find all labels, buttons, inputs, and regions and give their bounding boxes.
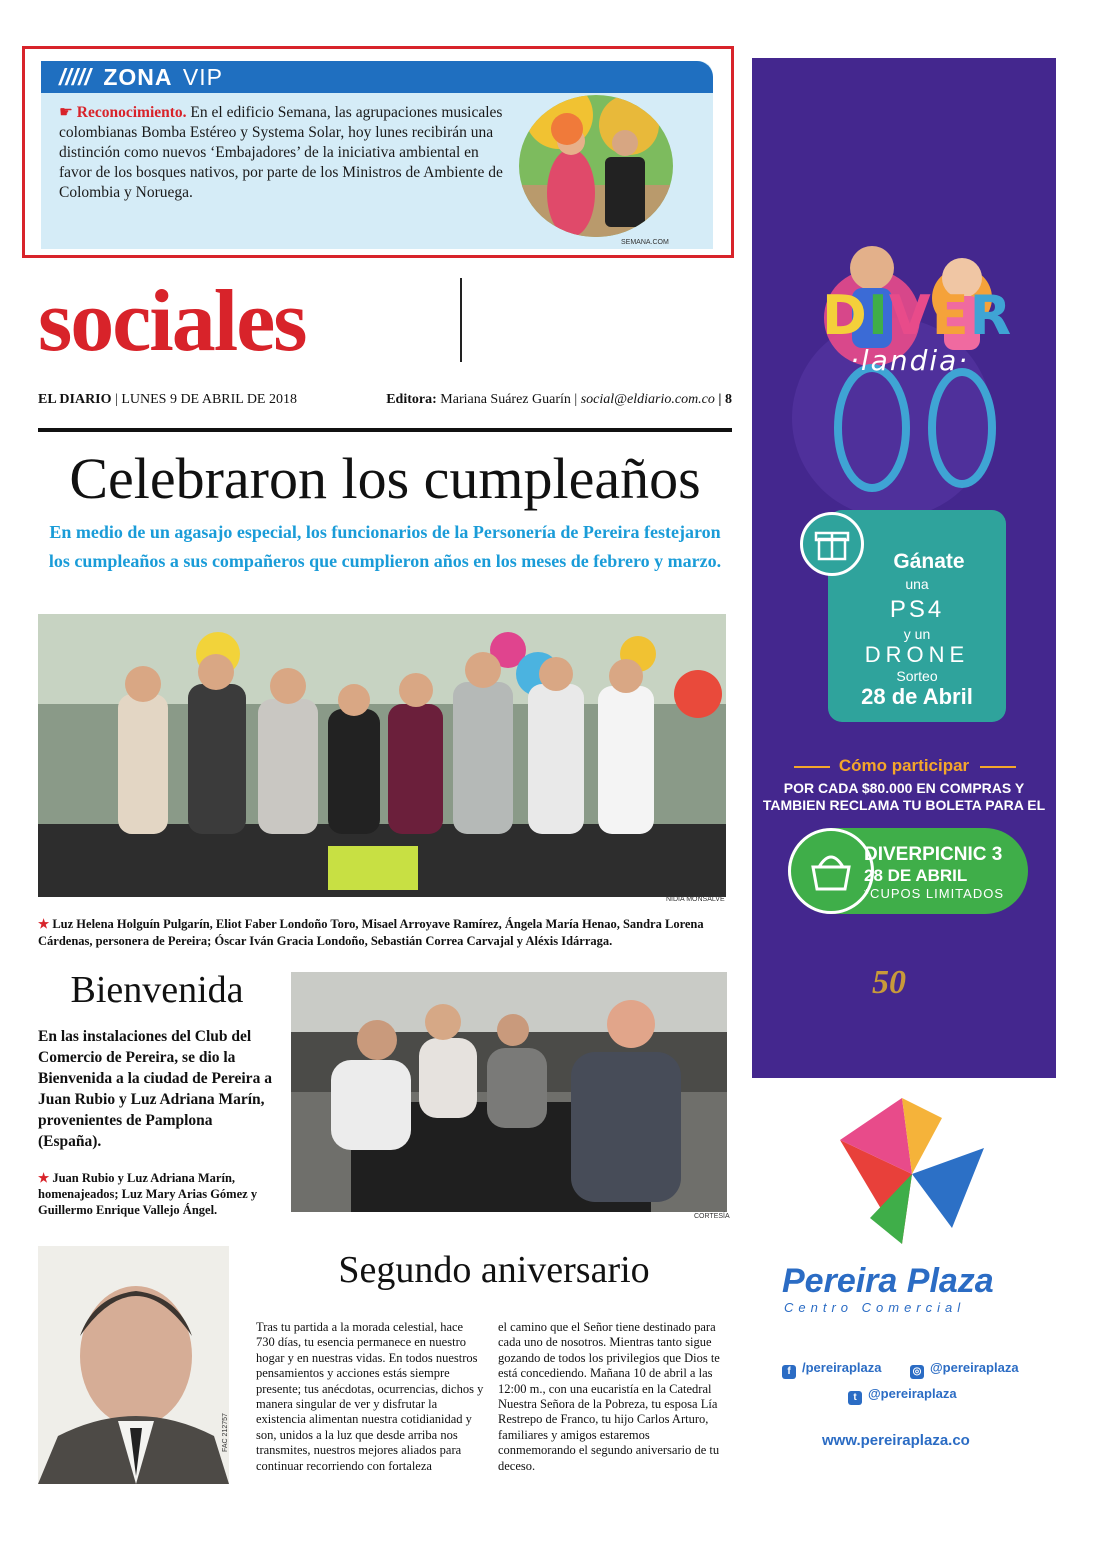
facebook-link[interactable]: f /pereiraplaza	[782, 1360, 882, 1379]
how-to-title: Cómo participar	[838, 756, 970, 775]
picnic-note: *CUPOS LIMITADOS	[864, 886, 1005, 901]
star-icon: ★	[38, 1171, 50, 1185]
page-number: | 8	[718, 392, 732, 407]
story-title: Segundo aniversario	[338, 1249, 650, 1291]
picnic-title: DIVERPICNIC 3	[864, 844, 1003, 865]
photo-credit: NIDIA MONSALVE	[666, 896, 725, 903]
prize-drone: DRONE	[864, 642, 970, 667]
facebook-icon: f	[782, 1365, 796, 1379]
star-icon: ★	[38, 917, 50, 931]
prize-una: una	[905, 576, 929, 592]
instagram-icon: ◎	[910, 1365, 924, 1379]
prize-date: 28 de Abril	[861, 684, 973, 709]
section-title: sociales	[38, 273, 306, 370]
divider	[980, 766, 1016, 768]
twitter-link[interactable]: t @pereiraplaza	[848, 1386, 957, 1405]
vip-label: VIP	[182, 64, 223, 90]
website-link[interactable]: www.pereiraplaza.co	[822, 1432, 970, 1449]
zona-label: ZONA	[103, 64, 173, 90]
group-photo	[38, 614, 726, 897]
photo-caption	[38, 1170, 278, 1218]
story-title: Bienvenida	[70, 969, 244, 1011]
prize-sorteo: Sorteo	[896, 668, 938, 684]
vip-lead: Reconocimiento.	[76, 104, 187, 121]
prize-yun: y un	[903, 626, 931, 642]
diver-logo: DIVER	[822, 284, 1013, 347]
vip-body: En el edificio Semana, las agrupaciones musicales colombianas Bomba Estéreo y Systema Solar, hoy lunes recibirán una distinción como nuevos ‘Embajadores’ de la iniciativa ambiental en favor de los bosques nativos, por parte de los Ministros de Ambiente de Colombia y Noruega.	[59, 104, 503, 201]
picnic-badge	[788, 828, 1028, 914]
story-column-2: el camino que el Señor tiene destinado para cada uno de nosotros. Mientras tanto sigue gozando de todos los privilegios que Dios te está concediendo. Mañana 10 de abril a las 12:00 m., con una eucaristía en la Catedral Nuestra Señora de la Pobreza, tu esposa Lía Restrepo de Franco, tu hijo Carlos Arturo, familiares y amigos estaremos conmemorando el segundo aniversario de tu deceso.	[498, 1320, 720, 1473]
memorial-portrait	[38, 1246, 229, 1484]
story-text: En las instalaciones del Club del Comercio de Pereira, se dio la Bienvenida a la ciudad de Pereira a Juan Rubio y Luz Adriana Marín, provenientes de Pamplona (España).	[38, 1028, 272, 1150]
photo-caption	[38, 916, 732, 950]
issue-date: | LUNES 9 DE ABRIL DE 2018	[115, 392, 297, 407]
deck: En medio de un agasajo especial, los funcionarios de la Personería de Pereira festejaron los cumpleaños a sus compañeros que cumplieron años en los meses de febrero y marzo.	[48, 522, 722, 571]
twitter-icon: t	[848, 1391, 862, 1405]
photo-credit: SEMANA.COM	[621, 239, 669, 246]
picnic-date: 28 DE ABRIL	[864, 866, 968, 885]
prize-title: Gánate	[893, 550, 965, 573]
advertisement	[752, 58, 1056, 1078]
zona-vip-header	[41, 61, 713, 93]
editor-email: social@eldiario.com.co	[580, 392, 715, 407]
mall-ad	[752, 1078, 1056, 1518]
slashes: /////	[59, 64, 91, 90]
gift-icon	[800, 512, 864, 576]
pointing-hand-icon: ☛	[59, 104, 73, 121]
editor-name: Mariana Suárez Guarín |	[440, 392, 578, 407]
ad-code: FAC 212757	[222, 1413, 229, 1452]
vip-text	[59, 103, 511, 203]
zona-vip-box	[22, 46, 734, 258]
anniversary-logo: 50	[872, 964, 906, 1001]
instagram-link[interactable]: ◎ @pereiraplaza	[910, 1360, 1019, 1379]
divider	[460, 278, 462, 362]
vip-photo	[519, 95, 673, 237]
landia-logo: ·landia·	[850, 344, 970, 377]
pereira-plaza-logo-icon	[752, 1078, 1056, 1258]
editor-label: Editora:	[386, 392, 437, 407]
caption-text: Luz Helena Holguín Pulgarín, Eliot Faber Londoño Toro, Misael Arroyave Ramírez, Ángela María Henao, Sandra Lorena Cárdenas, personera de Pereira; Óscar Iván Gracia Londoño, Sebastián Correa Carvajal y Aléxis Idárraga.	[38, 917, 704, 948]
headline: Celebraron los cumpleaños	[69, 446, 701, 511]
mall-subtitle: Centro Comercial	[784, 1300, 966, 1315]
dinner-photo	[291, 972, 727, 1212]
caption-text: Juan Rubio y Luz Adriana Marín, homenajeados; Luz Mary Arias Gómez y Guillermo Enrique Vallejo Ángel.	[38, 1171, 258, 1217]
story-column-1: Tras tu partida a la morada celestial, hace 730 días, tu esencia permanece en nuestro hogar y en nuestras vidas. En todos nuestros pensamientos y acciones estás siempre presente; tus anécdotas, ocurrencias, dichos y manera singular de ver y disfrutar la existencia alimentan nuestra cotidianidad y son, unidos a la luz que desde arriba nos transmites, nuestros mejores aliados para continuar recorriendo con fortaleza	[256, 1320, 484, 1473]
basket-icon	[788, 828, 874, 914]
prize-ps4: PS4	[889, 596, 945, 623]
how-to-text: POR CADA $80.000 EN COMPRAS Y TAMBIEN RECLAMA TU BOLETA PARA EL	[762, 780, 1046, 813]
paper-name: EL DIARIO	[38, 392, 112, 407]
mall-name: Pereira Plaza	[782, 1262, 994, 1300]
zona-vip-panel	[41, 61, 713, 249]
section-rule	[38, 428, 732, 432]
photo-credit: CORTESÍA	[694, 1213, 730, 1220]
